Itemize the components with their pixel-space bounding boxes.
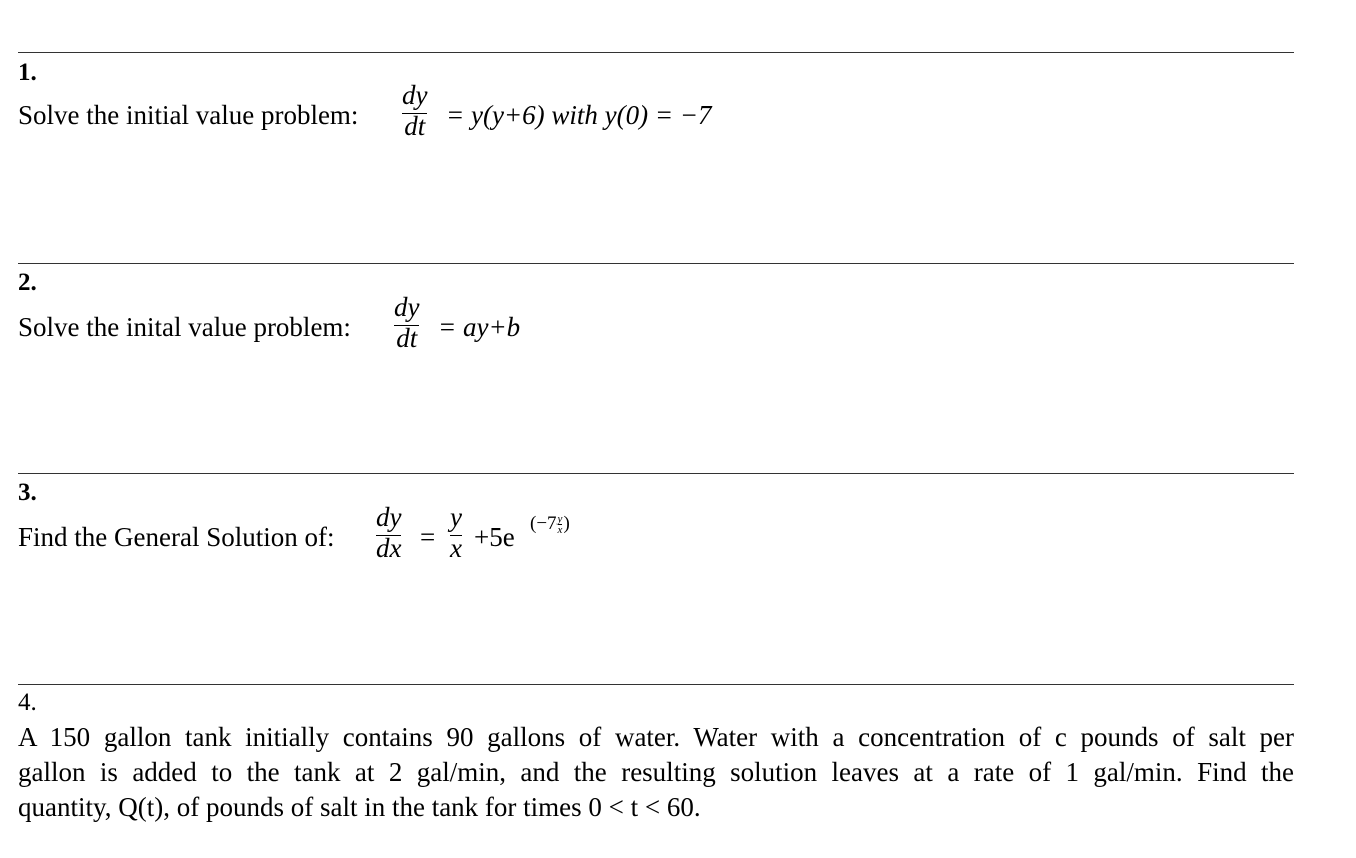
problem-3-equals: = [420,522,436,552]
divider-4 [18,684,1294,685]
derivative-denominator: dt [404,111,426,141]
derivative-numerator: dy [376,502,402,532]
exponent-denominator: x [557,524,563,537]
divider-1 [18,52,1294,53]
problem-4-text [18,720,1294,825]
divider-3 [18,473,1294,474]
problem-2-derivative [394,292,419,353]
problem-2-equation: = ay+b [438,312,521,342]
problem-4-line-2: gallon is added to the tank at 2 gal/min, and the resulting solution leaves at a rate of 1 gal/min. Find the [18,757,1294,787]
problem-3-number: 3. [18,479,37,506]
ratio-denominator: x [450,533,462,563]
problem-3-exp-term [474,522,515,552]
problem-1-derivative [402,80,427,141]
ratio-numerator: y [450,502,462,532]
problem-2-number: 2. [18,269,37,296]
problem-4-number: 4. [18,689,37,716]
problem-3-ratio [450,502,462,563]
exponent-fraction [558,514,563,535]
problem-1-equation: = y(y+6) with y(0) = −7 [446,100,712,130]
problem-3-exponent [530,514,570,535]
divider-2 [18,263,1294,264]
problem-4-line-3: quantity, Q(t), of pounds of salt in the tank for times 0 < t < 60. [18,792,701,822]
problem-3-prompt: Find the General Solution of: [18,522,335,552]
exponent-numerator: y [557,513,563,526]
problem-4-line-1: A 150 gallon tank initially contains 90 gallons of water. Water with a concentration of c pounds of salt per [18,722,1294,752]
problem-3-derivative [376,502,401,563]
derivative-denominator: dx [376,533,402,563]
problem-2-prompt: Solve the inital value problem: [18,312,351,342]
derivative-numerator: dy [402,80,428,110]
exp-base: +5e [474,522,515,552]
exponent-open: (−7 [530,513,557,534]
exponent-close: ) [563,513,570,534]
problem-1-prompt: Solve the initial value problem: [18,100,359,130]
problem-1-number: 1. [18,59,37,86]
derivative-numerator: dy [394,292,420,322]
derivative-denominator: dt [396,323,418,353]
